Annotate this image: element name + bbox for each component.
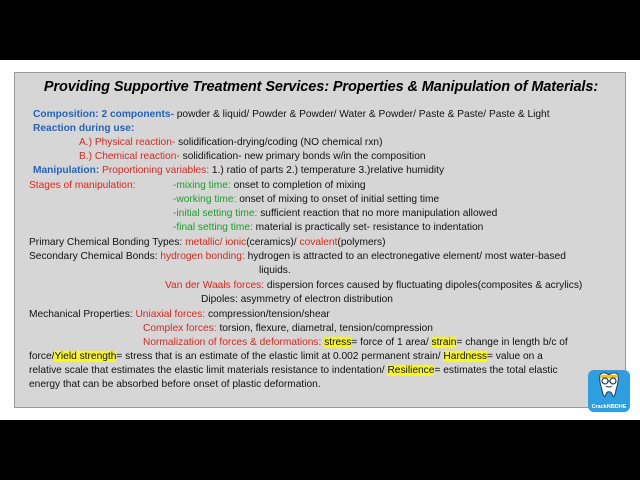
cracknbdhe-logo bbox=[588, 370, 630, 412]
mechanical-line: Mechanical Properties: Uniaxial forces: compression/tension/shear bbox=[29, 309, 330, 320]
composition-label: Composition: 2 components- bbox=[33, 109, 174, 120]
resilience-line: relative scale that estimates the elastic limit materials resistance to indentation/ Resilience= estimates the total elastic bbox=[29, 365, 558, 376]
reaction-heading: Reaction during use: bbox=[33, 123, 135, 134]
strain-highlight: strain bbox=[431, 337, 457, 348]
logo-label: CrackNBDHE bbox=[591, 404, 627, 410]
manipulation-line: Manipulation: Proportioning variables: 1.) ratio of parts 2.) temperature 3.)relative humidity bbox=[33, 165, 445, 176]
chemical-reaction-line: B.) Chemical reaction- solidification- new primary bonds w/in the composition bbox=[79, 151, 426, 162]
composition-text: powder & liquid/ Powder & Powder/ Water & Powder/ Paste & Paste/ Paste & Light bbox=[173, 109, 550, 120]
mixing-time-line: -mixing time: onset to completion of mixing bbox=[173, 180, 366, 191]
secondary-bonds-line: Secondary Chemical Bonds: hydrogen bonding: hydrogen is attracted to an electronegative element/ most water-based bbox=[29, 251, 566, 262]
dipoles-line: Dipoles: asymmetry of electron distribution bbox=[201, 294, 393, 305]
hardness-highlight: Hardness bbox=[443, 351, 488, 362]
primary-bonds-line: Primary Chemical Bonding Types: metallic/ ionic(ceramics)/ covalent(polymers) bbox=[29, 237, 386, 248]
tooth-mascot-icon bbox=[588, 370, 630, 404]
stress-highlight: stress bbox=[324, 337, 352, 348]
working-time-line: -working time: onset of mixing to onset of initial setting time bbox=[173, 194, 440, 205]
physical-reaction-line: A.) Physical reaction- solidification-drying/coding (NO chemical rxn) bbox=[79, 137, 383, 148]
slide bbox=[14, 72, 626, 408]
yield-strength-line: force/Yield strength= stress that is an estimate of the elastic limit at 0.002 permanent strain/ Hardness= value on a bbox=[29, 351, 543, 362]
energy-line: energy that can be absorbed before onset of plastic deformation. bbox=[29, 379, 321, 390]
stages-label: Stages of manipulation: bbox=[29, 180, 136, 191]
resilience-highlight: Resilience bbox=[387, 365, 435, 376]
slide-title: Providing Supportive Treatment Services: Properties & Manipulation of Materials: bbox=[43, 79, 599, 95]
van-der-waals-line: Van der Waals forces: dispersion forces caused by fluctuating dipoles(composites & acrylics) bbox=[165, 280, 583, 291]
composition-line bbox=[33, 109, 550, 121]
final-setting-time-line: -final setting time: material is practically set- resistance to indentation bbox=[173, 222, 484, 233]
yield-strength-highlight: Yield strength bbox=[54, 351, 117, 362]
normalization-line: Normalization of forces & deformations: stress= force of 1 area/ strain= change in length b/c of bbox=[143, 337, 568, 348]
initial-setting-time-line: -initial setting time: sufficient reaction that no more manipulation allowed bbox=[173, 208, 498, 219]
complex-forces-line: Complex forces: torsion, flexure, diametral, tension/compression bbox=[143, 323, 433, 334]
secondary-bonds-continuation: liquids. bbox=[259, 265, 291, 276]
